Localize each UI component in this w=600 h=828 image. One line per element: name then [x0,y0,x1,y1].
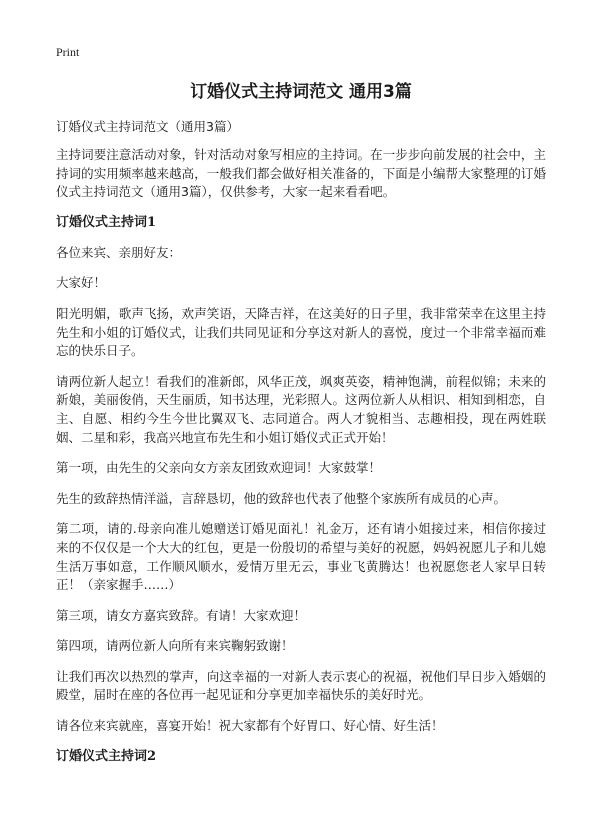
section-heading-1: 订婚仪式主持词1 [56,214,157,230]
intro-paragraph: 主持词要注意活动对象，针对活动对象写相应的主持词。在一步步向前发展的社会中，主持词的实用频率越来越高，一般我们都会做好相关准备的，下面是小编帮大家整理的订婚仪式主持词范文（通用3篇），仅供参考，大家一起来看看吧。 [56,147,546,200]
paragraph-hello: 大家好！ [56,275,107,291]
document-subtitle: 订婚仪式主持词范文（通用3篇） [56,119,239,134]
document-title: 订婚仪式主持词范文 通用3篇 [190,82,412,102]
document-page [56,80,546,778]
paragraph-item-4: 第四项，请两位新人向所有来宾鞠躬致谢！ [56,638,294,654]
paragraph-item-2: 第二项，请的.母亲向准儿媳赠送订婚见面礼！礼金万，还有请小姐接过来，相信你接过来的不仅仅是一个大大的红包，更是一份殷切的希望与美好的祝愿，妈妈祝愿儿子和儿媳生活万事如意，工作顺风顺水，爱情万里无云，事业飞黄腾达！也祝愿您老人家早日转正！（亲家握手……） [56,521,546,593]
paragraph-couple-intro: 请两位新人起立！看我们的准新郎，风华正茂，飒爽英姿，精神饱满，前程似锦；未来的新娘，美丽俊俏，天生丽质，知书达理，光彩照人。这两位新人从相识、相知到相恋，自主、自愿、相约今生今世比翼双飞、志同道合。两人才貌相当、志趣相投，现在两姓联姻、二星和彩，我高兴地宣布先生和小姐订婚仪式正式开始！ [56,373,546,445]
paragraph-item-1: 第一项，由先生的父亲向女方亲友团致欢迎词！大家鼓掌！ [56,460,382,476]
paragraph-greeting: 各位来宾、亲朋好友： [56,244,182,260]
paragraph-blessing: 让我们再次以热烈的掌声，向这幸福的一对新人表示衷心的祝福，祝他们早日步入婚姻的殿堂，届时在座的各位再一起见证和分享更加幸福快乐的美好时光。 [56,668,546,703]
paragraph-item-3: 第三项，请女方嘉宾致辞。有请！大家欢迎！ [56,607,307,623]
print-link[interactable]: Print [56,45,80,59]
paragraph-opening: 阳光明媚，歌声飞扬，欢声笑语，天降吉祥，在这美好的日子里，我非常荣幸在这里主持先生和小姐的订婚仪式，让我们共同见证和分享这对新人的喜悦，度过一个非常幸福而难忘的快乐日子。 [56,305,546,359]
section-heading-2: 订婚仪式主持词2 [56,748,157,764]
paragraph-banquet: 请各位来宾就座，喜宴开始！祝大家都有个好胃口、好心情、好生活！ [56,718,444,734]
paragraph-speech-comment: 先生的致辞热情洋溢，言辞恳切，他的致辞也代表了他整个家族所有成员的心声。 [56,490,507,506]
